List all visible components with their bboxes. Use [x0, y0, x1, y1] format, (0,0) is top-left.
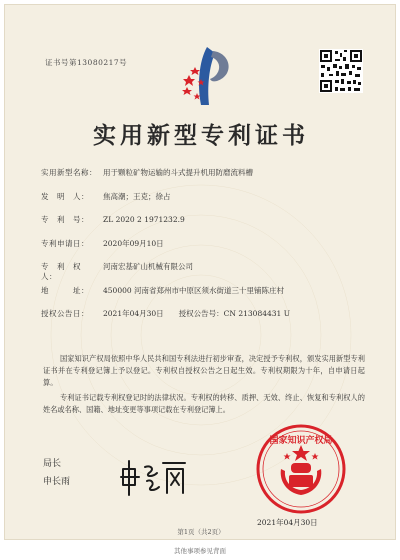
certificate-title: 实用新型专利证书	[93, 122, 309, 149]
field-label: 授权公告日：	[41, 309, 89, 318]
field-row-patent-number	[41, 215, 371, 239]
field-row-inventor	[41, 192, 371, 216]
statement-paragraph: 国家知识产权局依照中华人民共和国专利法进行初步审查，决定授予专利权，颁发实用新型专利证书并在专利登记簿上予以登记。专利权自授权公告之日起生效。专利权期限为十年，自申请日起算。	[43, 354, 365, 387]
statement-paragraph: 专利证书记载专利权登记时的法律状况。专利权的转移、质押、无效、终止、恢复和专利权人的姓名或名称、国籍、地址变更等事项记载在专利登记簿上。	[43, 393, 365, 414]
field-label: 地 址：	[41, 285, 89, 295]
field-label: 专利申请日：	[41, 238, 89, 248]
seal-text: 国家知识产权局	[269, 436, 333, 446]
field-row-grant-date	[41, 309, 371, 333]
field-value: 焦高潮；王克；徐占	[103, 191, 171, 201]
field-label: 专 利 号：	[41, 215, 89, 224]
director-name: 申长雨	[43, 477, 71, 487]
field-label: 专 利 权 人：	[41, 262, 89, 281]
field-label: 实用新型名称：	[41, 168, 97, 177]
field-value: 2020年09月10日	[103, 238, 164, 248]
director-block	[43, 455, 70, 491]
certificate-statement	[43, 353, 365, 419]
field-row-patentee	[41, 262, 371, 286]
field-value: 2021年04月30日 授权公告号：CN 213084431 U	[103, 309, 291, 318]
field-row-application-date	[41, 239, 371, 263]
footer-note: 其他事项参见背面	[174, 547, 226, 555]
field-row-address	[41, 286, 371, 310]
field-value: ZL 2020 2 1971232.9	[103, 215, 185, 224]
field-value: 河南宏基矿山机械有限公司	[103, 262, 193, 271]
handwritten-signature-icon	[117, 455, 187, 499]
certificate-sheet	[4, 4, 396, 540]
qr-code-icon	[319, 49, 363, 93]
certificate-number: 证书号第13080217号	[45, 58, 128, 67]
field-value: 用于颗粒矿物运输的斗式提升机用防磨流料槽	[103, 168, 253, 177]
field-row-name	[41, 168, 371, 192]
official-seal-icon	[255, 423, 347, 515]
director-title: 局长	[43, 459, 62, 469]
page-number: 第1页（共2页）	[177, 528, 225, 536]
certificate-fields	[41, 168, 371, 333]
seal-date: 2021年04月30日	[257, 518, 318, 527]
field-value: 450000 河南省郑州市中原区须水街道三十里铺陈庄村	[103, 285, 285, 295]
field-label: 发 明 人：	[41, 191, 89, 201]
cnipa-logo-icon	[173, 41, 243, 111]
